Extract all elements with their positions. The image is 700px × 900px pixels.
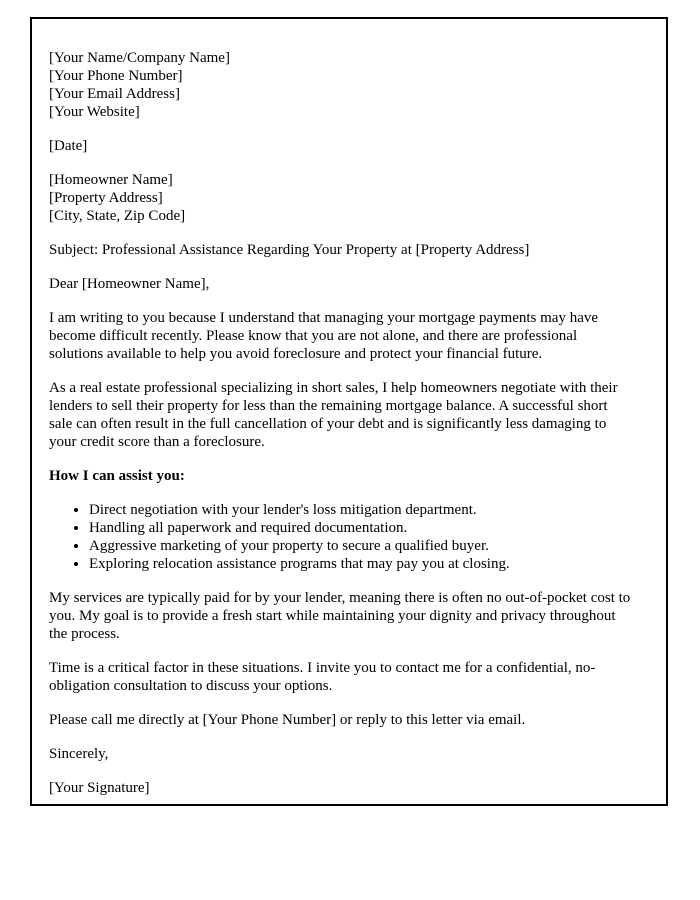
recipient-name-line: [Homeowner Name]	[49, 172, 173, 188]
date-block	[49, 137, 631, 155]
signoff: Sincerely,	[49, 746, 109, 762]
sender-email-line: [Your Email Address]	[49, 86, 180, 102]
letter-border-frame	[30, 17, 668, 806]
assist-item-3: • Aggressive marketing of your property to secure a qualified buyer.	[89, 537, 631, 555]
recipient-address-line: [Property Address]	[49, 190, 163, 206]
recipient-block	[49, 171, 631, 225]
body-paragraph-2: As a real estate professional specializing in short sales, I help homeowners negotiate with their lenders to sell their property for less than the remaining mortgage balance. A successful short sale can often result in the full cancellation of your debt and is significantly less damaging to your credit score than a foreclosure.	[49, 380, 618, 450]
sender-website-line: [Your Website]	[49, 104, 140, 120]
recipient-city-line: [City, State, Zip Code]	[49, 208, 186, 224]
assist-item-2: • Handling all paperwork and required documentation.	[89, 519, 631, 537]
assist-item-1: • Direct negotiation with your lender's loss mitigation department.	[89, 501, 631, 519]
signature-line: [Your Signature]	[49, 780, 150, 796]
letter-body	[32, 19, 666, 797]
assist-list	[49, 501, 631, 573]
subject-line: Subject: Professional Assistance Regarding Your Property at [Property Address]	[49, 242, 530, 258]
date-line: [Date]	[49, 138, 88, 154]
closing-paragraph-1: My services are typically paid for by your lender, meaning there is often no out-of-pocket cost to you. My goal is to provide a fresh start while maintaining your dignity and privacy throughout the process.	[49, 590, 631, 642]
sender-block	[49, 49, 631, 121]
closing-paragraph-3: Please call me directly at [Your Phone Number] or reply to this letter via email.	[49, 712, 526, 728]
body-paragraph-1: I am writing to you because I understand that managing your mortgage payments may have become difficult recently. Please know that you are not alone, and there are professional solutions available to help you avoid foreclosure and protect your financial future.	[49, 310, 599, 362]
assist-item-4: • Exploring relocation assistance programs that may pay you at closing.	[89, 555, 631, 573]
salutation: Dear [Homeowner Name],	[49, 276, 210, 292]
closing-paragraph-2: Time is a critical factor in these situations. I invite you to contact me for a confidential, no-obligation consultation to discuss your options.	[49, 660, 596, 694]
assist-heading: How I can assist you:	[49, 468, 185, 484]
sender-name-line: [Your Name/Company Name]	[49, 50, 230, 66]
sender-phone-line: [Your Phone Number]	[49, 68, 183, 84]
